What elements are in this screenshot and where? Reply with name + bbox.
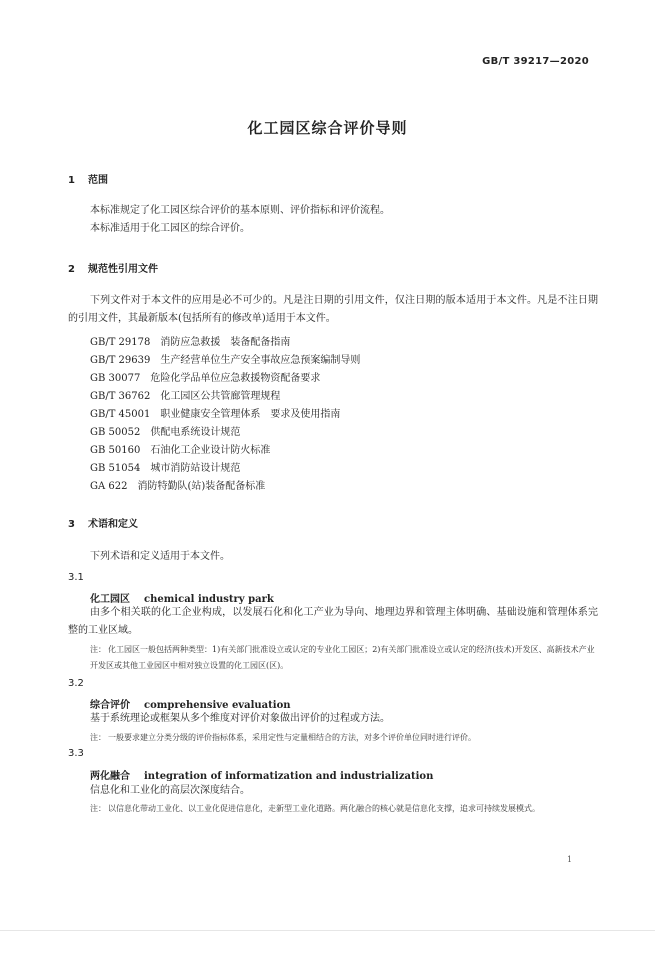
section-title: 术语和定义 bbox=[88, 519, 138, 530]
term-note bbox=[90, 730, 598, 746]
term-definition: 信息化和工业化的高层次深度结合。 bbox=[90, 785, 250, 796]
term-number: 3.2 bbox=[68, 678, 84, 689]
section-3-heading bbox=[68, 515, 138, 530]
term-note bbox=[90, 801, 598, 817]
section-number: 2 bbox=[68, 264, 75, 275]
reference-code: GB/T 29639 bbox=[90, 355, 151, 366]
term-number: 3.1 bbox=[68, 572, 84, 583]
term-en: chemical industry park bbox=[144, 594, 274, 605]
reference-code: GB 51054 bbox=[90, 463, 141, 474]
paragraph: 本标准适用于化工园区的综合评价。 bbox=[90, 223, 250, 234]
note-label: 注： bbox=[90, 733, 106, 742]
term-zh: 综合评价 bbox=[90, 700, 130, 711]
reference-code: GB/T 29178 bbox=[90, 337, 151, 348]
term-heading bbox=[90, 767, 433, 782]
term-zh: 化工园区 bbox=[90, 594, 130, 605]
reference-item bbox=[90, 405, 340, 420]
section-number: 1 bbox=[68, 175, 75, 186]
reference-item bbox=[90, 423, 240, 438]
reference-title: 城市消防站设计规范 bbox=[150, 463, 241, 474]
reference-code: GB 30077 bbox=[90, 373, 141, 384]
note-label: 注： bbox=[90, 645, 106, 654]
standard-code: GB/T 39217—2020 bbox=[482, 56, 589, 67]
reference-title: 职业健康安全管理体系 要求及使用指南 bbox=[160, 409, 341, 420]
reference-item bbox=[90, 477, 265, 492]
term-en: integration of informatization and industrialization bbox=[144, 771, 434, 782]
reference-title: 消防特勤队(站)装备配备标准 bbox=[137, 481, 266, 492]
paragraph: 下列术语和定义适用于本文件。 bbox=[90, 551, 230, 562]
reference-item bbox=[90, 333, 290, 348]
reference-item bbox=[90, 441, 270, 456]
page-divider bbox=[0, 930, 655, 931]
page-number: 1 bbox=[567, 855, 573, 864]
reference-item bbox=[90, 351, 360, 366]
document-title: 化工园区综合评价导则 bbox=[247, 119, 408, 137]
reference-code: GA 622 bbox=[90, 481, 128, 492]
term-heading bbox=[90, 590, 274, 605]
reference-item bbox=[90, 369, 320, 384]
term-zh: 两化融合 bbox=[90, 771, 130, 782]
reference-title: 化工园区公共管廊管理规程 bbox=[160, 391, 281, 402]
term-definition: 由多个相关联的化工企业构成，以发展石化和化工产业为导向、地理边界和管理主体明确、基础设施和管理体系完整的工业区域。 bbox=[68, 607, 598, 636]
reference-code: GB 50052 bbox=[90, 427, 141, 438]
reference-title: 危险化学品单位应急救援物资配备要求 bbox=[150, 373, 321, 384]
note-text: 化工园区一般包括两种类型：1)有关部门批准设立或认定的专业化工园区；2)有关部门批准设立或认定的经济(技术)开发区、高新技术产业开发区或其他工业园区中相对独立设置的化工园区(区)。 bbox=[90, 645, 595, 670]
reference-title: 生产经营单位生产安全事故应急预案编制导则 bbox=[160, 355, 361, 366]
paragraph: 下列文件对于本文件的应用是必不可少的。凡是注日期的引用文件，仅注日期的版本适用于本文件。凡是不注日期的引用文件，其最新版本(包括所有的修改单)适用于本文件。 bbox=[68, 295, 598, 324]
term-definition: 基于系统理论或框架从多个维度对评价对象做出评价的过程或方法。 bbox=[90, 713, 390, 724]
reference-item bbox=[90, 387, 280, 402]
term-note bbox=[90, 642, 598, 674]
section-number: 3 bbox=[68, 519, 75, 530]
term-heading bbox=[90, 696, 291, 711]
reference-title: 消防应急救援 装备配备指南 bbox=[160, 337, 291, 348]
reference-code: GB/T 36762 bbox=[90, 391, 151, 402]
reference-code: GB/T 45001 bbox=[90, 409, 151, 420]
reference-title: 石油化工企业设计防火标准 bbox=[150, 445, 271, 456]
note-label: 注： bbox=[90, 804, 106, 813]
term-en: comprehensive evaluation bbox=[144, 700, 291, 711]
paragraph: 本标准规定了化工园区综合评价的基本原则、评价指标和评价流程。 bbox=[90, 205, 390, 216]
term-number: 3.3 bbox=[68, 748, 84, 759]
reference-code: GB 50160 bbox=[90, 445, 141, 456]
section-title: 范围 bbox=[88, 175, 108, 186]
section-1-heading bbox=[68, 171, 108, 186]
reference-item bbox=[90, 459, 240, 474]
reference-title: 供配电系统设计规范 bbox=[150, 427, 241, 438]
note-text: 一般要求建立分类分级的评价指标体系，采用定性与定量相结合的方法，对多个评价单位同时进行评价。 bbox=[108, 733, 476, 742]
note-text: 以信息化带动工业化、以工业化促进信息化，走新型工业化道路。两化融合的核心就是信息化支撑，追求可持续发展模式。 bbox=[108, 804, 540, 813]
section-title: 规范性引用文件 bbox=[88, 264, 158, 275]
section-2-heading bbox=[68, 260, 158, 275]
